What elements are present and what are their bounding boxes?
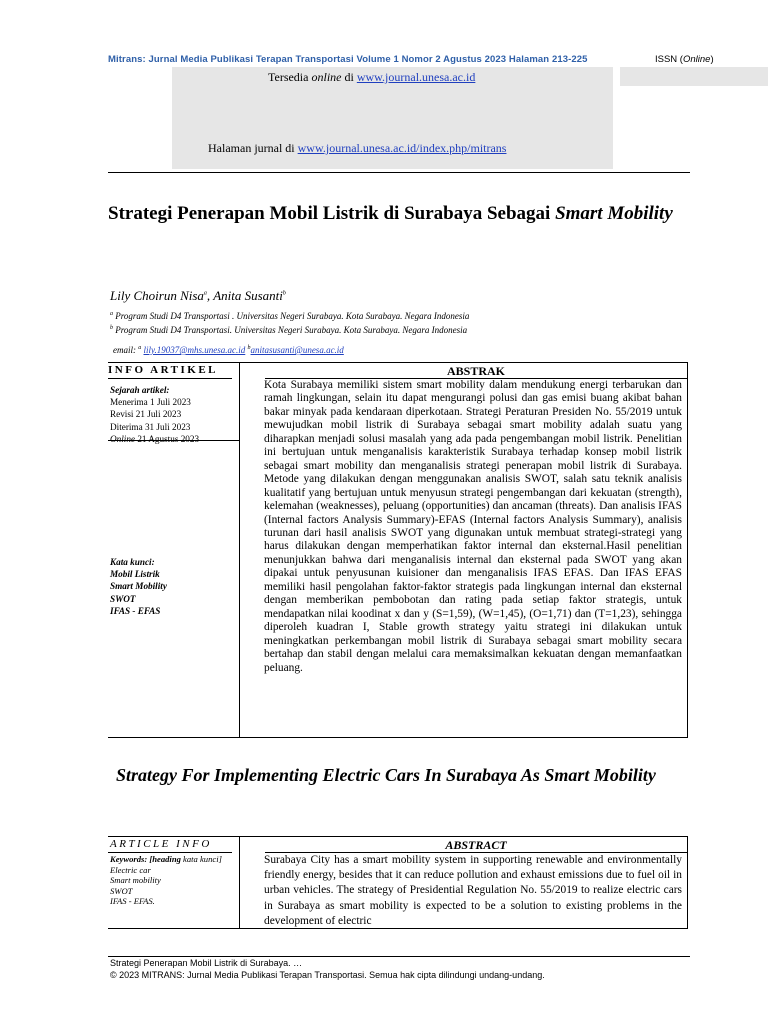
affiliation-a: $^a$ Program Studi D4 Transportasi . Universitas Negeri Surabaya. Kota Surabaya. Negara Indonesia — [110, 311, 470, 321]
english-title: Strategy For Implementing Electric Cars In Surabaya As Smart Mobility — [116, 765, 656, 785]
box-top-rule — [108, 362, 688, 363]
en-info-heading-rule — [108, 852, 232, 853]
keyword-item: Smart mobility — [110, 875, 161, 886]
info-column-divider — [239, 362, 240, 738]
paper-title: Strategi Penerapan Mobil Listrik di Surabaya Sebagai Smart Mobility — [108, 203, 673, 224]
issn-label: ISSN (Online) — [655, 54, 714, 65]
footer-running-title: Strategi Penerapan Mobil Listrik di Surabaya. … — [110, 958, 303, 968]
footer-copyright: © 2023 MITRANS: Jurnal Media Publikasi Terapan Transportasi. Semua hak cipta dilindungi undang-undang. — [110, 970, 545, 980]
affiliation-b: $^b$ Program Studi D4 Transportasi. Universitas Negeri Surabaya. Kota Surabaya. Negara Indonesia — [110, 325, 468, 335]
article-history — [110, 384, 199, 445]
article-info-heading: ARTICLE INFO — [110, 838, 212, 850]
history-revised: Revisi 21 Juli 2023 — [110, 409, 182, 420]
en-box-top-rule — [108, 836, 688, 837]
abstrak-heading: ABSTRAK — [446, 364, 505, 378]
info-heading-rule — [108, 378, 232, 379]
abstract-text: Surabaya City has a smart mobility system in supporting renewable and environmentally friendly energy, besides that it can reduce pollution and exhaust emissions due to fuel oil in urban vehicles. The strategy of Presidential Regulation No. 55/2019 to realize electric cars in Surabaya as smart mobility is expected to be a solution to existing problems in the development of electric — [264, 854, 682, 927]
keyword-item: Mobil Listrik — [110, 569, 160, 580]
email-line: email: $^a$ lily.19037@mhs.unesa.ac.id $^b$anitasusanti@unesa.ac.id — [113, 345, 344, 355]
abstract-heading: ABSTRACT — [445, 838, 507, 852]
journal-header: Mitrans: Jurnal Media Publikasi Terapan Transportasi Volume 1 Nomor 2 Agustus 2023 Halaman 213-225 — [108, 54, 588, 65]
email-link-b[interactable]: anitasusanti@unesa.ac.id — [250, 345, 344, 355]
available-online-line: Tersedia online di www.journal.unesa.ac.id — [268, 70, 476, 84]
keyword-item: Electric car — [110, 864, 151, 875]
history-received: Menerima 1 Juli 2023 — [110, 397, 191, 408]
journal-homepage-line: Halaman jurnal di www.journal.unesa.ac.id/index.php/mitrans — [208, 141, 507, 155]
journal-homepage-link[interactable]: www.journal.unesa.ac.id/index.php/mitrans — [297, 141, 507, 155]
abstrak-text: Kota Surabaya memiliki sistem smart mobility dalam mendukung energi terbarukan dan ramah lingkungan, selain itu dapat mengurangi polusi dan gas emisi buang akibat bahan bakar minyak pada kendaraan diperkotaan. Strategi Peraturan Presiden No. 55/2019 untuk mewujudkan mobil listrik di Surabaya sebagai smart mobility adalah suatu yang diharapkan menjadi solusi masalah yang ada pada pengembangan mobil listrik. Penelitian ini bertujuan untuk menganalisis karakteristik Surabaya terhadap konsep mobil listrik sebagai smart mobility dan menganalisis strategi penerapan mobil listrik di Surabaya. Metode yang dilakukan dengan menggunakan analisis SWOT, salah satu teknik analisis kualitatif yang bertujuan untuk menyusun strategi pengembangan dari kekuatan (strength), kelemahan (weaknesses), peluang (opportunities) dan ancaman (threats). Dan analisis IFAS (Internal factors Analysis Summary)-EFAS (Internal factors Analysis Summary), analisis turunan dari hasil analisis SWOT yang digunakan untuk membuat strategi-strategi yang harus dilakukan dengan memperhatikan faktor internal dan eksternal.Hasil penelitian menunjukkan bahwa dari menganalisis internal dan eksternal pada SWOT yang akan dipakai untuk penyusunan kuisioner dan menganalisis IFAS EFAS. Dan IFAS EFAS memiliki hasil pengolahan faktor-faktor strategis pada lingkungan internal dan eksternal dengan memberikan pembobotan dan rating pada setiap faktor strategis, untuk mendapatkan nilai koodinat x dan y (S=1,59), (W=1,45), (O=1,71) dan (T=1,23), sehingga diperoleh kuadran I, Stable growth strategy yaitu strategi ini dilakukan untuk meningkatkan perkembangan mobil listrik di Surabaya sebagai smart mobility secara bertahap dan stabil dengan melalui cara memaksimalkan kekuatan dengan memanfaatkan peluang. — [264, 379, 682, 674]
keywords-en — [110, 854, 260, 907]
header-band-right — [620, 67, 768, 86]
keyword-item: Smart Mobility — [110, 581, 167, 592]
box-right-border — [687, 362, 688, 738]
keywords-label: Kata kunci: — [110, 557, 155, 567]
history-accepted: Diterima 31 Juli 2023 — [110, 421, 191, 432]
keyword-item: SWOT — [110, 885, 133, 896]
keywords-id — [110, 556, 167, 617]
journal-link[interactable]: www.journal.unesa.ac.id — [356, 70, 476, 84]
keywords-label: Keywords: [heading kata kunci] — [110, 854, 222, 864]
info-artikel-heading: INFO ARTIKEL — [108, 364, 218, 376]
en-box-right-border — [687, 836, 688, 929]
keyword-item: IFAS - EFAS — [110, 605, 161, 616]
history-online: Online 21 Agustus 2023 — [110, 433, 200, 444]
keyword-item: SWOT — [110, 593, 136, 604]
keyword-item: IFAS - EFAS. — [110, 896, 155, 907]
header-divider — [108, 172, 690, 173]
box-bottom-rule — [108, 737, 688, 738]
email-link-a[interactable]: lily.19037@mhs.unesa.ac.id — [143, 345, 246, 355]
authors: Lily Choirun Nisa$^a$, Anita Susanti$^b$ — [110, 288, 286, 303]
history-label: Sejarah artikel: — [110, 385, 170, 395]
footer-rule — [108, 956, 690, 957]
